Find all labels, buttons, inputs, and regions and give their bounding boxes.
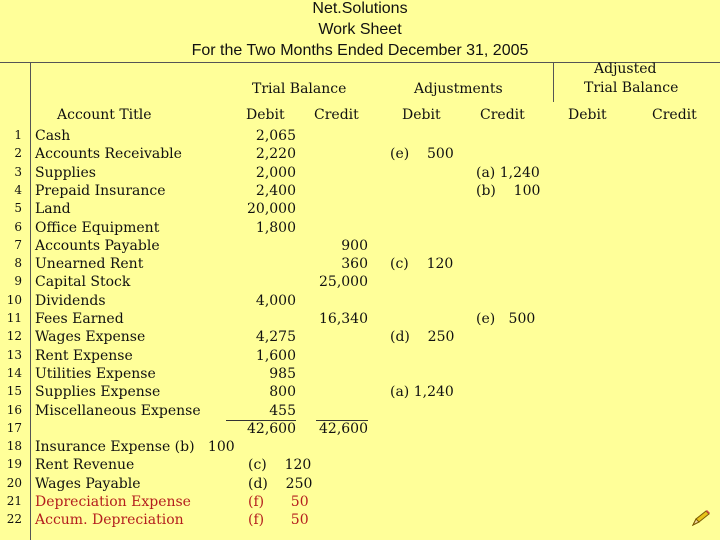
tb-debit-heading: Debit	[246, 107, 285, 123]
adjusted-divider	[553, 62, 554, 102]
tb-adjusting-entry: (d) 250	[248, 476, 313, 492]
tb-adjusting-entry: (f) 50	[248, 494, 309, 510]
trial-balance-heading: Trial Balance	[252, 81, 347, 97]
row-number: 20	[6, 476, 22, 490]
pencil-icon	[690, 508, 712, 528]
row-number: 5	[14, 201, 22, 215]
account-title: Rent Revenue	[35, 457, 135, 473]
row-number: 8	[14, 256, 22, 270]
tb-debit-value: 455	[269, 403, 296, 419]
tb-credit-value: 42,600	[319, 421, 368, 437]
row-number: 22	[6, 512, 22, 526]
adj-credit-heading: Credit	[480, 107, 525, 123]
tb-credit-value: 900	[341, 238, 368, 254]
adj-debit-heading: Debit	[402, 107, 441, 123]
account-title: Dividends	[35, 293, 106, 309]
tb-debit-value: 1,600	[255, 348, 296, 364]
row-number: 14	[6, 366, 22, 380]
row-number: 9	[14, 274, 22, 288]
account-title: Supplies	[35, 165, 96, 181]
row-number: 11	[6, 311, 22, 325]
tb-credit-heading: Credit	[314, 107, 359, 123]
tb-adjusting-entry: (f) 50	[248, 512, 309, 528]
row-number: 17	[6, 421, 22, 435]
tb-debit-value: 2,220	[255, 146, 296, 162]
account-title: Unearned Rent	[35, 256, 144, 272]
account-title: Land	[35, 201, 71, 217]
tb-debit-value: 2,065	[255, 128, 296, 144]
row-number: 12	[6, 329, 22, 343]
row-number: 1	[14, 128, 22, 142]
tb-credit-value: 16,340	[319, 311, 368, 327]
account-title: Miscellaneous Expense	[35, 403, 201, 419]
tb-debit-value: 800	[269, 384, 296, 400]
tb-debit-value: 4,275	[255, 329, 296, 345]
row-number: 6	[14, 220, 22, 234]
document-title: Work Sheet	[318, 21, 402, 38]
tb-debit-value: 42,600	[247, 421, 296, 437]
account-title: Wages Payable	[35, 476, 141, 492]
tb-debit-value: 20,000	[247, 201, 296, 217]
row-number: 3	[14, 165, 22, 179]
atb-debit-heading: Debit	[568, 107, 607, 123]
account-title: Rent Expense	[35, 348, 133, 364]
tb-debit-value: 1,800	[255, 220, 296, 236]
total-rule	[316, 420, 368, 421]
account-title: Accounts Receivable	[35, 146, 182, 162]
company-name: Net.Solutions	[312, 0, 408, 17]
row-number: 18	[6, 439, 22, 453]
tb-adjusting-entry: (c) 120	[248, 457, 312, 473]
tb-debit-value: 4,000	[255, 293, 296, 309]
account-title: Insurance Expense (b) 100	[35, 439, 235, 455]
account-title: Wages Expense	[35, 329, 146, 345]
account-title: Prepaid Insurance	[35, 183, 166, 199]
row-number: 19	[6, 457, 22, 471]
row-number: 13	[6, 348, 22, 362]
tb-debit-value: 985	[269, 366, 296, 382]
account-title: Accounts Payable	[35, 238, 160, 254]
row-number: 4	[14, 183, 22, 197]
row-number: 15	[6, 384, 22, 398]
row-number: 7	[14, 238, 22, 252]
adjusted-heading-line2: Trial Balance	[584, 80, 679, 96]
adj-debit-value: (d) 250	[390, 329, 455, 345]
total-rule	[226, 420, 296, 421]
adj-debit-value: (a) 1,240	[390, 384, 454, 400]
adj-debit-value: (c) 120	[390, 256, 454, 272]
atb-credit-heading: Credit	[652, 107, 697, 123]
tb-debit-value: 2,000	[255, 165, 296, 181]
row-number: 16	[6, 403, 22, 417]
adj-credit-value: (a) 1,240	[476, 165, 540, 181]
account-title: Capital Stock	[35, 274, 131, 290]
account-title: Accum. Depreciation	[35, 512, 184, 528]
tb-debit-value: 2,400	[255, 183, 296, 199]
row-number: 10	[6, 293, 22, 307]
account-title-heading: Account Title	[57, 107, 152, 123]
tb-credit-value: 360	[341, 256, 368, 272]
account-title: Depreciation Expense	[35, 494, 191, 510]
adj-credit-value: (b) 100	[476, 183, 541, 199]
account-title: Utilities Expense	[35, 366, 156, 382]
account-title: Office Equipment	[35, 220, 160, 236]
adj-credit-value: (e) 500	[476, 311, 536, 327]
adjustments-heading: Adjustments	[414, 81, 503, 97]
account-title: Fees Earned	[35, 311, 124, 327]
tb-credit-value: 25,000	[319, 274, 368, 290]
row-number: 21	[6, 494, 22, 508]
row-number-divider	[30, 62, 31, 540]
adj-debit-value: (e) 500	[390, 146, 454, 162]
account-title: Cash	[35, 128, 71, 144]
adjusted-heading-line1: Adjusted	[594, 61, 657, 77]
period-line: For the Two Months Ended December 31, 2005	[191, 42, 529, 59]
account-title: Supplies Expense	[35, 384, 161, 400]
row-number: 2	[14, 146, 22, 160]
